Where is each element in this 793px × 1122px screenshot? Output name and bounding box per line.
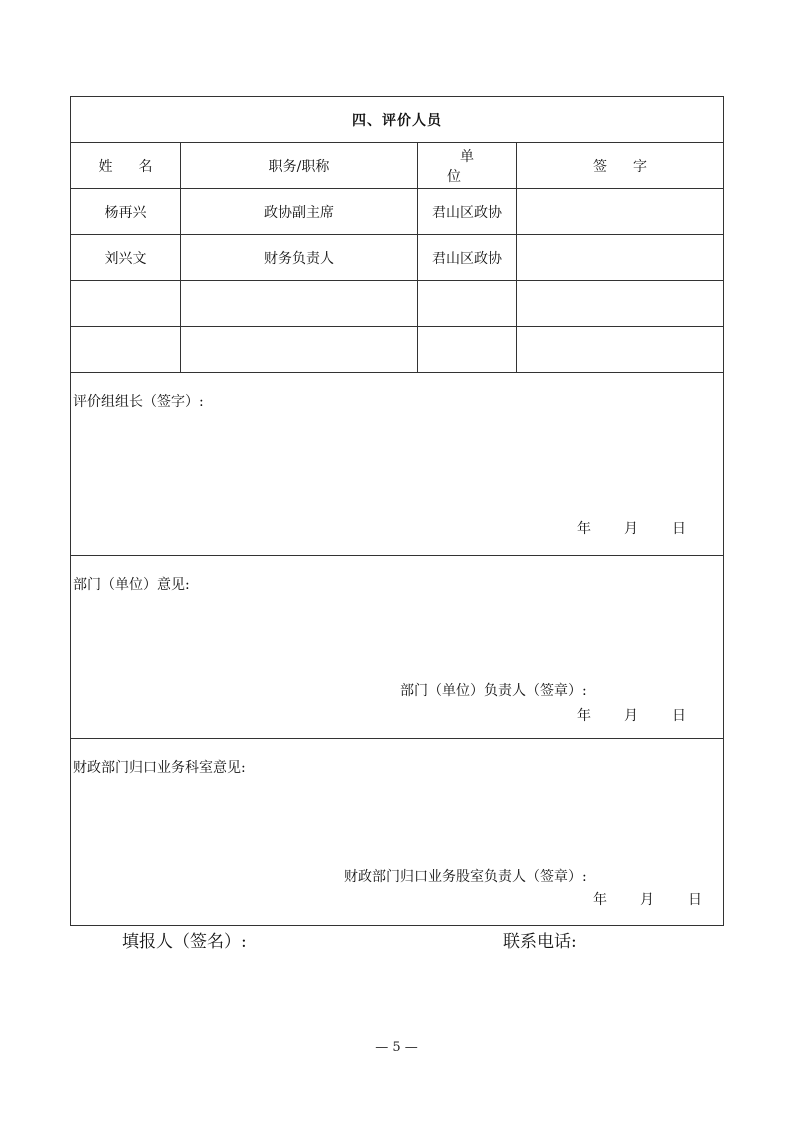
table-row	[71, 327, 724, 373]
table-row	[71, 235, 724, 281]
row-position[interactable]	[181, 281, 418, 327]
row-name[interactable]	[71, 327, 181, 373]
department-day: 日	[672, 708, 686, 724]
row-signature-field[interactable]	[517, 189, 724, 235]
row-unit: 君山区政协	[418, 235, 517, 281]
department-opinion-block[interactable]	[71, 556, 724, 739]
row-position: 财务负责人	[181, 235, 418, 281]
table-row	[71, 281, 724, 327]
row-unit[interactable]	[418, 327, 517, 373]
section-title: 四、评价人员	[71, 97, 724, 143]
row-name: 杨再兴	[71, 189, 181, 235]
row-unit: 君山区政协	[418, 189, 517, 235]
department-month: 月	[624, 708, 638, 724]
evaluation-personnel-table	[70, 96, 724, 926]
department-signer: 部门（单位）负责人（签章）:	[400, 683, 587, 699]
row-signature-field[interactable]	[517, 327, 724, 373]
contact-phone-label: 联系电话:	[503, 932, 577, 952]
finance-signer: 财政部门归口业务股室负责人（签章）:	[344, 869, 587, 885]
header-name-text: 姓名	[98, 158, 179, 175]
header-signature	[517, 143, 724, 189]
leader-month: 月	[624, 521, 638, 537]
finance-date-line	[593, 889, 702, 909]
row-name[interactable]	[71, 281, 181, 327]
leader-label: 评价组组长（签字）:	[73, 394, 204, 410]
finance-label: 财政部门归口业务科室意见:	[73, 760, 246, 776]
finance-year: 年	[593, 892, 607, 908]
department-label: 部门（单位）意见:	[73, 577, 190, 593]
table-row	[71, 189, 724, 235]
header-signature-text: 签字	[593, 158, 673, 175]
header-name	[71, 143, 181, 189]
header-unit	[418, 143, 517, 189]
department-year: 年	[577, 708, 591, 724]
leader-signature-block[interactable]	[71, 373, 724, 556]
row-position[interactable]	[181, 327, 418, 373]
header-unit-text: 单位	[447, 148, 500, 185]
filler-signature-label: 填报人（签名）:	[122, 932, 247, 952]
page-number: — 5 —	[375, 1040, 418, 1055]
finance-opinion-block[interactable]	[71, 739, 724, 926]
finance-month: 月	[640, 892, 654, 908]
department-date-line	[577, 705, 686, 725]
leader-day: 日	[672, 521, 686, 537]
header-position: 职务/职称	[181, 143, 418, 189]
row-signature-field[interactable]	[517, 281, 724, 327]
row-signature-field[interactable]	[517, 235, 724, 281]
row-unit[interactable]	[418, 281, 517, 327]
row-position: 政协副主席	[181, 189, 418, 235]
leader-date-line	[577, 518, 686, 538]
finance-day: 日	[688, 892, 702, 908]
leader-year: 年	[577, 521, 591, 537]
row-name: 刘兴文	[71, 235, 181, 281]
